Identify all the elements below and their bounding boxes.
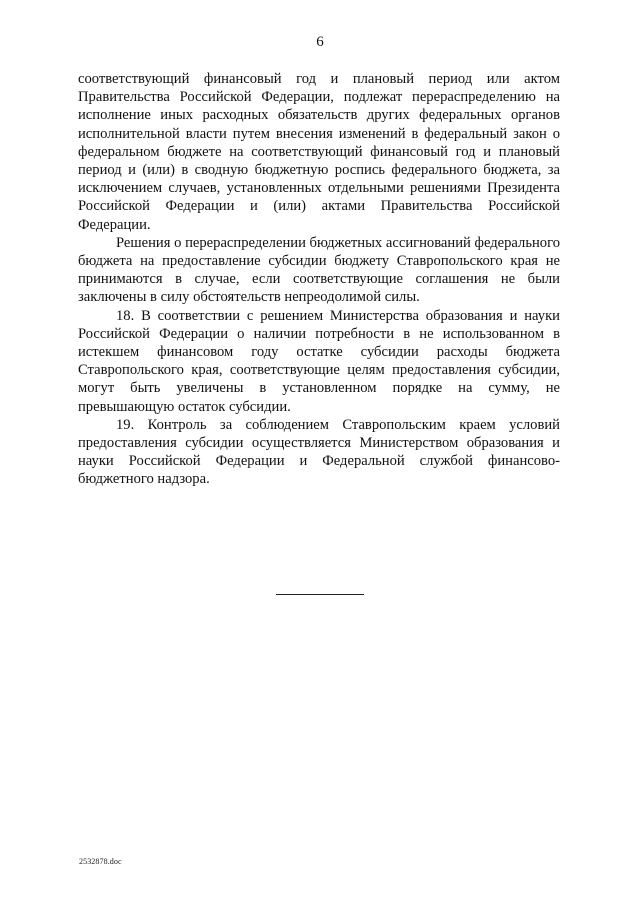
page-number: 6 <box>316 34 324 50</box>
document-body <box>78 70 560 489</box>
footer-filename: 2532878.doc <box>79 857 122 866</box>
paragraph-reallocation-decisions: Решения о перераспределении бюджетных ассигнований федерального бюджета на предоставление субсидии бюджету Ставропольского края не принимаются в случае, если соответствующие соглашения не были заключены в силу обстоятельств непреодолимой силы. <box>78 234 560 306</box>
paragraph-item-19: 19. Контроль за соблюдением Ставропольским краем условий предоставления субсидии осуществляется Министерством образования и науки Российской Федерации и Федеральной службой финансово-бюджетного надзора. <box>78 416 560 488</box>
paragraph-item-18: 18. В соответствии с решением Министерства образования и науки Российской Федерации о наличии потребности в не использованном в истекшем финансовом году остатке субсидии расходы бюджета Ставропольского края, соответствующие целям предоставления субсидии, могут быть увеличены в установленном порядке на сумму, не превышающую остаток субсидии. <box>78 307 560 415</box>
end-of-document-rule <box>276 594 364 595</box>
paragraph-continuation: соответствующий финансовый год и плановый период или актом Правительства Российской Федерации, подлежат перераспределению на исполнение иных расходных обязательств других федеральных органов исполнительной власти путем внесения изменений в федеральный закон о федеральном бюджете на соответствующий финансовый год и плановый период и (или) в сводную бюджетную роспись федерального бюджета, за исключением случаев, установленных отдельными решениями Президента Российской Федерации и (или) актами Правительства Российской Федерации. <box>78 71 560 233</box>
